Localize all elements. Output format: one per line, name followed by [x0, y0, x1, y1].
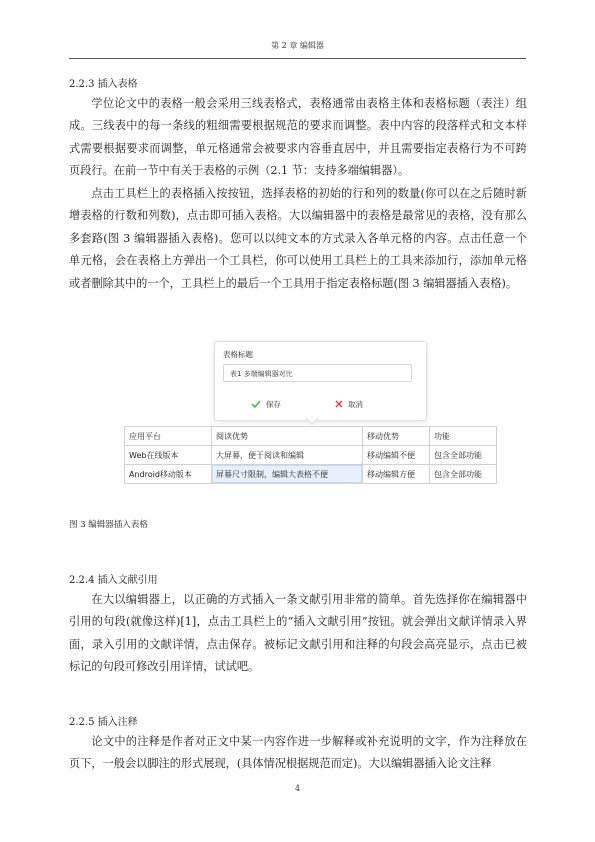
table-cell[interactable]: 移动编辑方便: [363, 465, 430, 484]
save-button-label: 保存: [266, 399, 281, 409]
cancel-button[interactable]: [335, 397, 363, 411]
cancel-button-label: 取消: [348, 399, 363, 409]
table-row: [125, 446, 497, 465]
save-button[interactable]: [251, 397, 281, 411]
table-cell[interactable]: Web在线版本: [125, 446, 212, 465]
paragraph-table-insert: 点击工具栏上的表格插入按按钮，选择表格的初始的行和列的数量(你可以在之后随时新增表格的行数和列数)，点击即可插入表格。大以编辑器中的表格是最常见的表格，没有那么多套路(图 3 编辑器插入表格)。您可以以纯文本的方式录入各单元格的内容。点击任意一个单元格，会在表格上方弹出一个工具栏，你可以使用工具栏上的工具来添加行，添加单元格或者删除其中的一个，工具栏上的最后一个工具用于指定表格标题(图 3 编辑器插入表格)。: [69, 187, 527, 290]
comparison-table: [124, 426, 497, 484]
table-header-cell[interactable]: 功能: [430, 427, 497, 446]
table-header-cell[interactable]: 移动优势: [363, 427, 430, 446]
paragraph-annotation: 论文中的注释是作者对正文中某一内容作进一步解释或补充说明的文字，作为注释放在页下，一般会以脚注的形式展现，(具体情况根据规范而定)。大以编辑器插入论文注释: [69, 735, 527, 771]
section-heading-2-2-3: 2.2.3 插入表格: [69, 79, 138, 90]
close-icon: [335, 400, 343, 408]
table-cell[interactable]: 移动编辑不便: [363, 446, 430, 465]
table-title-input[interactable]: 表1 多端编辑器对比: [223, 364, 412, 382]
check-icon: [251, 400, 261, 408]
section-heading-2-2-5: 2.2.5 插入注释: [69, 717, 138, 728]
page-number: 4: [294, 784, 301, 793]
table-row: [125, 465, 497, 484]
table-title-popup: [214, 341, 427, 421]
header-rule: [69, 58, 526, 59]
table-cell[interactable]: Android移动版本: [125, 465, 212, 484]
paragraph-citation: 在大以编辑器上，以正确的方式插入一条文献引用非常的简单。首先选择你在编辑器中引用的句段(就像这样)[1]，点击工具栏上的“插入文献引用”按钮。就会弹出文献详情录入界面，录入引用的文献详情，点击保存。被标记文献引用和注释的句段会高亮显示，点击已被标记的句段可修改引用详情，试试吧。: [69, 593, 527, 674]
section-heading-2-2-4: 2.2.4 插入文献引用: [69, 575, 158, 586]
table-cell[interactable]: 包含全部功能: [430, 465, 497, 484]
page-header: 第 2 章 编辑器: [271, 41, 324, 50]
selected-table-cell[interactable]: 屏幕尺寸限制，编辑大表格不便: [212, 465, 363, 484]
table-header-cell[interactable]: 应用平台: [125, 427, 212, 446]
figure-caption: 图 3 编辑器插入表格: [69, 520, 148, 530]
editor-table-figure: [124, 341, 504, 496]
table-header-cell[interactable]: 阅读优势: [212, 427, 363, 446]
paragraph-table-intro: 学位论文中的表格一般会采用三线表格式，表格通常由表格主体和表格标题（表注）组成。三线表中的每一条线的粗细需要根据规范的要求而调整。表中内容的段落样式和文本样式需要根据要求而调整，单元格通常会被要求内容垂直居中，并且需要指定表格行为不可跨页段行。在前一节中有关于表格的示例（2.1 节：支持多端编辑器）。: [69, 97, 527, 178]
table-cell[interactable]: 包含全部功能: [430, 446, 497, 465]
table-cell[interactable]: 大屏幕，便于阅读和编辑: [212, 446, 363, 465]
table-header-row: [125, 427, 497, 446]
table-title-label: 表格标题: [223, 350, 253, 359]
